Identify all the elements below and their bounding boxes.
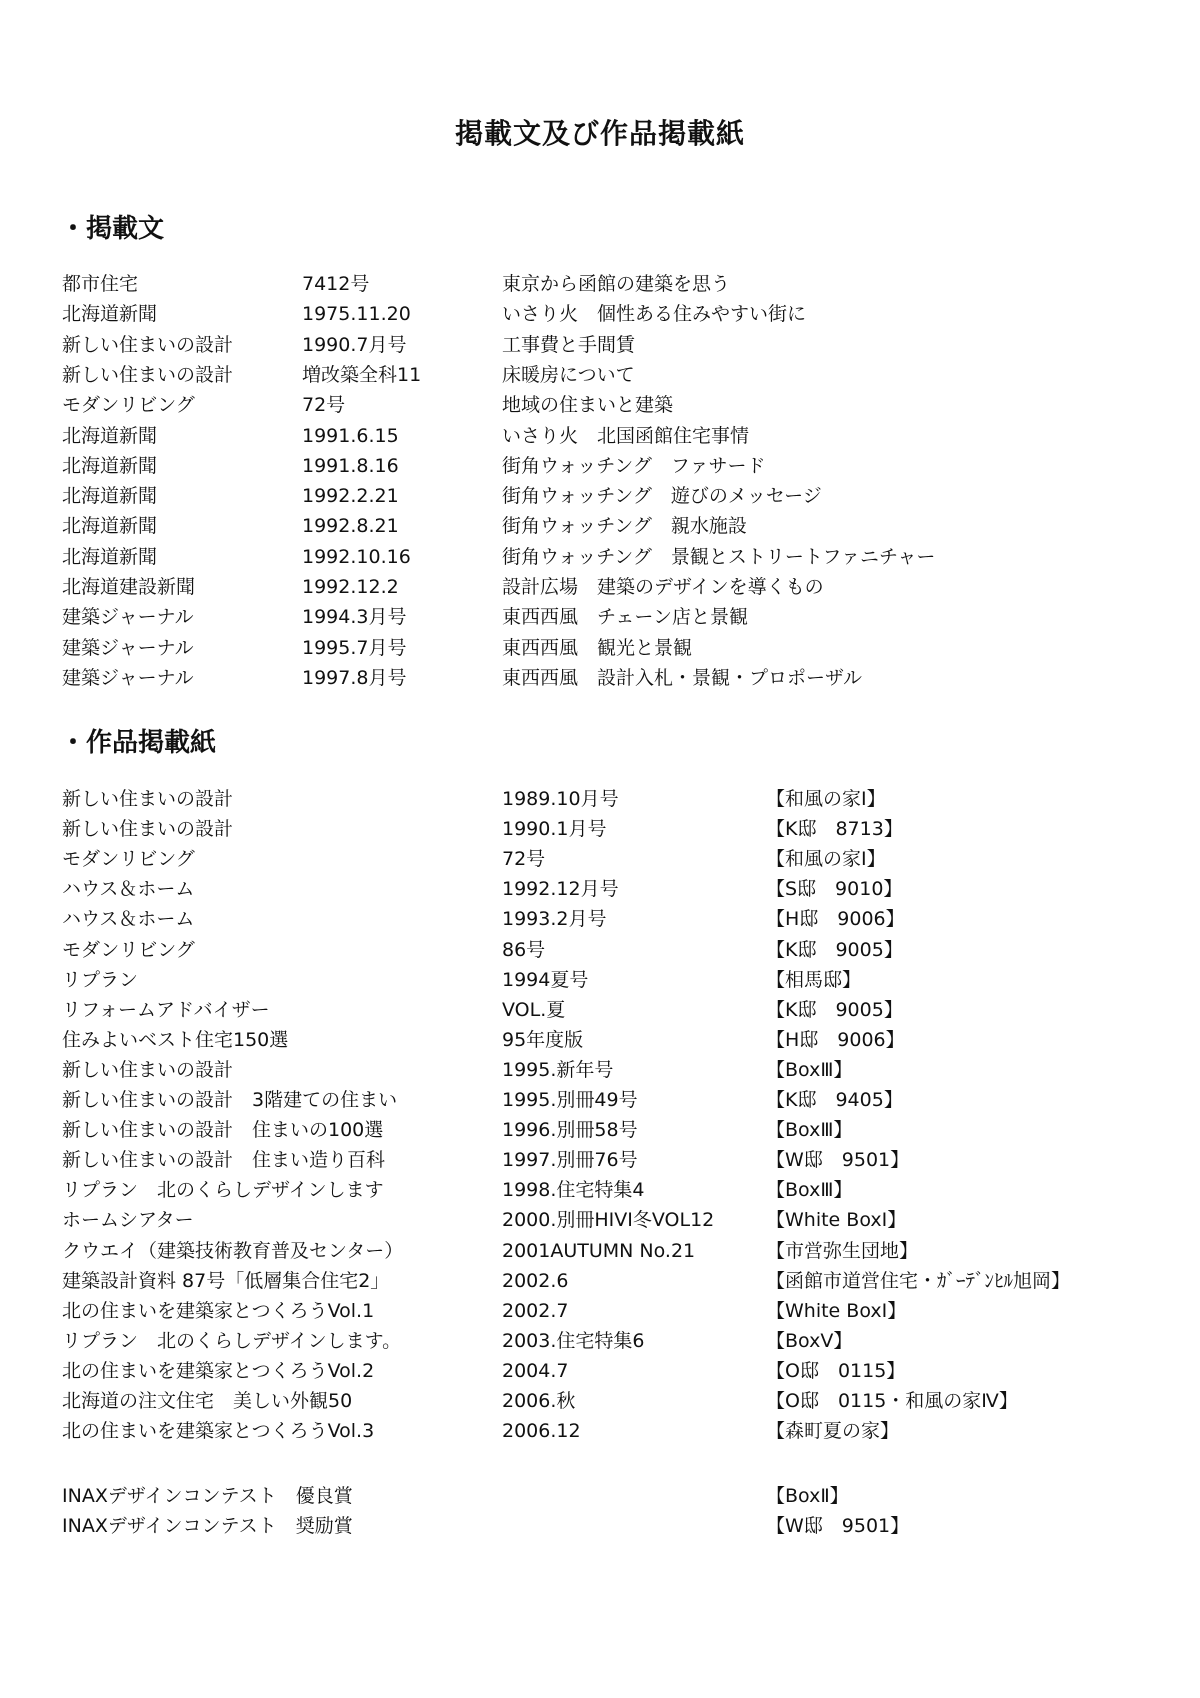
work-row — [0, 1386, 1200, 1416]
work-row-publication: ハウス＆ホーム — [62, 908, 195, 931]
article-row-publication: 都市住宅 — [62, 273, 139, 295]
article-row — [0, 390, 1200, 420]
article-row-description: 街角ウォッチング 遊びのメッセージ — [502, 485, 822, 508]
article-row-issue: 1992.10.16 — [302, 545, 411, 568]
article-row-issue: 1995.7月号 — [302, 636, 407, 659]
article-row-publication: 北海道新聞 — [62, 454, 158, 477]
award-row-publication: INAXデザインコンテスト 奨励賞 — [62, 1515, 353, 1538]
work-row-description: 【相馬邸】 — [766, 968, 862, 991]
work-row-publication: 新しい住まいの設計 住まいの100選 — [62, 1119, 384, 1142]
work-row-publication: 新しい住まいの設計 3階建ての住まい — [62, 1089, 398, 1111]
article-row-description: 東西西風 チェーン店と景観 — [502, 606, 749, 629]
work-row-description: 【K邸 9005】 — [766, 998, 903, 1021]
work-row — [0, 965, 1200, 995]
work-row-issue: 1993.2月号 — [502, 908, 607, 931]
award-row — [0, 1481, 1200, 1511]
work-row-description: 【White BoxⅠ】 — [766, 1209, 907, 1232]
work-row-issue: 2001AUTUMN No.21 — [502, 1239, 696, 1262]
article-row-issue: 1991.8.16 — [302, 454, 399, 477]
work-row-issue: 1989.10月号 — [502, 788, 619, 810]
work-row-publication: 住みよいベスト住宅150選 — [62, 1028, 289, 1051]
article-row-description: 街角ウォッチング 親水施設 — [502, 515, 747, 538]
article-row-issue: 7412号 — [302, 273, 370, 295]
work-row-publication: リプラン 北のくらしデザインします。 — [62, 1329, 402, 1352]
work-row — [0, 1085, 1200, 1115]
work-row-description: 【O邸 0115・和風の家Ⅳ】 — [766, 1390, 1018, 1412]
work-row — [0, 814, 1200, 844]
article-row-description: 東西西風 設計入札・景観・プロポーザル — [502, 666, 863, 689]
article-row — [0, 602, 1200, 632]
work-row-issue: 2002.6 — [502, 1269, 569, 1292]
work-row-issue: 95年度版 — [502, 1028, 584, 1051]
article-row — [0, 299, 1200, 329]
work-row — [0, 844, 1200, 874]
article-row-issue: 1997.8月号 — [302, 666, 407, 689]
article-row-issue: 1990.7月号 — [302, 333, 407, 356]
work-row-description: 【S邸 9010】 — [766, 878, 903, 901]
article-row-publication: 建築ジャーナル — [62, 606, 194, 629]
work-row-issue: 1995.新年号 — [502, 1058, 614, 1081]
works-heading: ・作品掲載紙 — [60, 728, 217, 758]
article-row — [0, 421, 1200, 451]
work-row — [0, 1175, 1200, 1205]
work-row-issue: 1995.別冊49号 — [502, 1089, 638, 1111]
work-row-issue: VOL.夏 — [502, 998, 566, 1021]
work-row-issue: 2006.12 — [502, 1420, 581, 1443]
article-row-issue: 1992.12.2 — [302, 576, 399, 598]
work-row — [0, 1115, 1200, 1145]
work-row-issue: 86号 — [502, 938, 546, 961]
work-row-description: 【H邸 9006】 — [766, 1028, 905, 1051]
work-row — [0, 784, 1200, 814]
article-row — [0, 633, 1200, 663]
work-row-publication: リプラン 北のくらしデザインします — [62, 1179, 384, 1202]
award-row — [0, 1511, 1200, 1541]
work-row-issue: 2002.7 — [502, 1299, 569, 1322]
work-row — [0, 1266, 1200, 1296]
article-row-publication: 北海道新聞 — [62, 545, 158, 568]
article-row-description: 街角ウォッチング ファサード — [502, 454, 766, 477]
article-row-publication: 建築ジャーナル — [62, 666, 194, 689]
article-row-description: いさり火 個性ある住みやすい街に — [502, 303, 807, 326]
work-row-issue: 1990.1月号 — [502, 818, 607, 841]
work-row-publication: 北海道の注文住宅 美しい外観50 — [62, 1390, 353, 1412]
work-row-description: 【BoxⅤ】 — [766, 1329, 853, 1352]
work-row — [0, 904, 1200, 934]
award-row-description: 【BoxⅡ】 — [766, 1485, 849, 1507]
work-row-description: 【BoxⅢ】 — [766, 1179, 853, 1202]
work-row-description: 【BoxⅢ】 — [766, 1058, 853, 1081]
work-row-publication: リフォームアドバイザー — [62, 998, 270, 1021]
work-row — [0, 1326, 1200, 1356]
article-row — [0, 269, 1200, 299]
article-row-description: 東京から函館の建築を思う — [502, 273, 731, 295]
work-row-description: 【K邸 9005】 — [766, 938, 903, 961]
article-row-description: 地域の住まいと建築 — [502, 394, 674, 417]
work-row-description: 【W邸 9501】 — [766, 1149, 910, 1172]
article-row-publication: 新しい住まいの設計 — [62, 333, 234, 356]
article-row-description: 街角ウォッチング 景観とストリートファニチャー — [502, 545, 936, 568]
article-row-description: いさり火 北国函館住宅事情 — [502, 424, 750, 447]
work-row-description: 【和風の家Ⅰ】 — [766, 788, 886, 810]
article-row — [0, 451, 1200, 481]
work-row-publication: 北の住まいを建築家とつくろうVol.3 — [62, 1420, 375, 1443]
work-row-publication: 建築設計資料 87号「低層集合住宅2」 — [62, 1269, 390, 1292]
article-row-issue: 増改築全科11 — [302, 363, 422, 386]
work-row-publication: クウエイ（建築技術教育普及センター） — [62, 1239, 404, 1262]
work-row-publication: ホームシアター — [62, 1209, 194, 1232]
article-row-description: 設計広場 建築のデザインを導くもの — [502, 576, 824, 598]
article-row-publication: 北海道建設新聞 — [62, 576, 196, 598]
work-row-issue: 1992.12月号 — [502, 878, 619, 901]
work-row-issue: 1997.別冊76号 — [502, 1149, 638, 1172]
work-row-publication: リプラン — [62, 968, 139, 991]
work-row — [0, 995, 1200, 1025]
article-row-issue: 1992.8.21 — [302, 515, 399, 538]
work-row — [0, 1025, 1200, 1055]
article-row — [0, 542, 1200, 572]
article-row — [0, 360, 1200, 390]
work-row-publication: 新しい住まいの設計 — [62, 818, 234, 841]
award-row-description: 【W邸 9501】 — [766, 1515, 910, 1538]
article-row-issue: 1992.2.21 — [302, 485, 399, 508]
article-row-description: 東西西風 観光と景観 — [502, 636, 693, 659]
article-row-issue: 1991.6.15 — [302, 424, 399, 447]
article-row — [0, 330, 1200, 360]
article-row-issue: 72号 — [302, 394, 346, 417]
article-row-publication: 建築ジャーナル — [62, 636, 194, 659]
work-row-description: 【White BoxⅠ】 — [766, 1299, 907, 1322]
work-row-publication: モダンリビング — [62, 848, 195, 871]
article-row-description: 工事費と手間賃 — [502, 333, 636, 356]
work-row-publication: 北の住まいを建築家とつくろうVol.2 — [62, 1359, 375, 1382]
award-row-publication: INAXデザインコンテスト 優良賞 — [62, 1485, 353, 1507]
work-row-issue: 2003.住宅特集6 — [502, 1329, 645, 1352]
work-row-description: 【H邸 9006】 — [766, 908, 905, 931]
work-row — [0, 935, 1200, 965]
work-row-description: 【森町夏の家】 — [766, 1420, 900, 1443]
article-row-publication: 北海道新聞 — [62, 424, 158, 447]
work-row — [0, 1145, 1200, 1175]
article-row — [0, 572, 1200, 602]
work-row-description: 【BoxⅢ】 — [766, 1119, 853, 1142]
work-row-issue: 1996.別冊58号 — [502, 1119, 638, 1142]
work-row-publication: ハウス＆ホーム — [62, 878, 195, 901]
work-row-issue: 1998.住宅特集4 — [502, 1179, 645, 1202]
work-row-description: 【市営弥生団地】 — [766, 1239, 919, 1262]
articles-heading: ・掲載文 — [60, 214, 165, 244]
work-row-description: 【O邸 0115】 — [766, 1359, 906, 1382]
article-row-issue: 1975.11.20 — [302, 303, 411, 326]
article-row — [0, 511, 1200, 541]
article-row — [0, 663, 1200, 693]
article-row-publication: 新しい住まいの設計 — [62, 363, 234, 386]
article-row-publication: 北海道新聞 — [62, 485, 158, 508]
work-row-issue: 2006.秋 — [502, 1390, 576, 1412]
work-row-issue: 1994夏号 — [502, 968, 589, 991]
work-row — [0, 1416, 1200, 1446]
article-row-description: 床暖房について — [502, 363, 635, 386]
work-row-publication: 新しい住まいの設計 — [62, 788, 234, 810]
work-row — [0, 1356, 1200, 1386]
work-row-description: 【函館市道営住宅・ｶﾞｰﾃﾞﾝﾋﾙ旭岡】 — [766, 1269, 1071, 1292]
work-row-description: 【K邸 9405】 — [766, 1089, 903, 1111]
article-row-issue: 1994.3月号 — [302, 606, 407, 629]
article-row-publication: モダンリビング — [62, 394, 195, 417]
page-title: 掲載文及び作品掲載紙 — [454, 117, 745, 150]
work-row-description: 【和風の家Ⅰ】 — [766, 848, 886, 871]
article-row-publication: 北海道新聞 — [62, 515, 158, 538]
work-row-issue: 2000.別冊HIVI冬VOL12 — [502, 1209, 715, 1232]
work-row-issue: 72号 — [502, 848, 546, 871]
work-row — [0, 1296, 1200, 1326]
work-row — [0, 1236, 1200, 1266]
work-row-issue: 2004.7 — [502, 1359, 569, 1382]
work-row-description: 【K邸 8713】 — [766, 818, 903, 841]
work-row-publication: モダンリビング — [62, 938, 195, 961]
article-row-publication: 北海道新聞 — [62, 303, 158, 326]
article-row — [0, 481, 1200, 511]
work-row-publication: 北の住まいを建築家とつくろうVol.1 — [62, 1299, 375, 1322]
work-row — [0, 1055, 1200, 1085]
work-row — [0, 874, 1200, 904]
work-row-publication: 新しい住まいの設計 — [62, 1058, 234, 1081]
work-row-publication: 新しい住まいの設計 住まい造り百科 — [62, 1149, 386, 1172]
work-row — [0, 1205, 1200, 1235]
